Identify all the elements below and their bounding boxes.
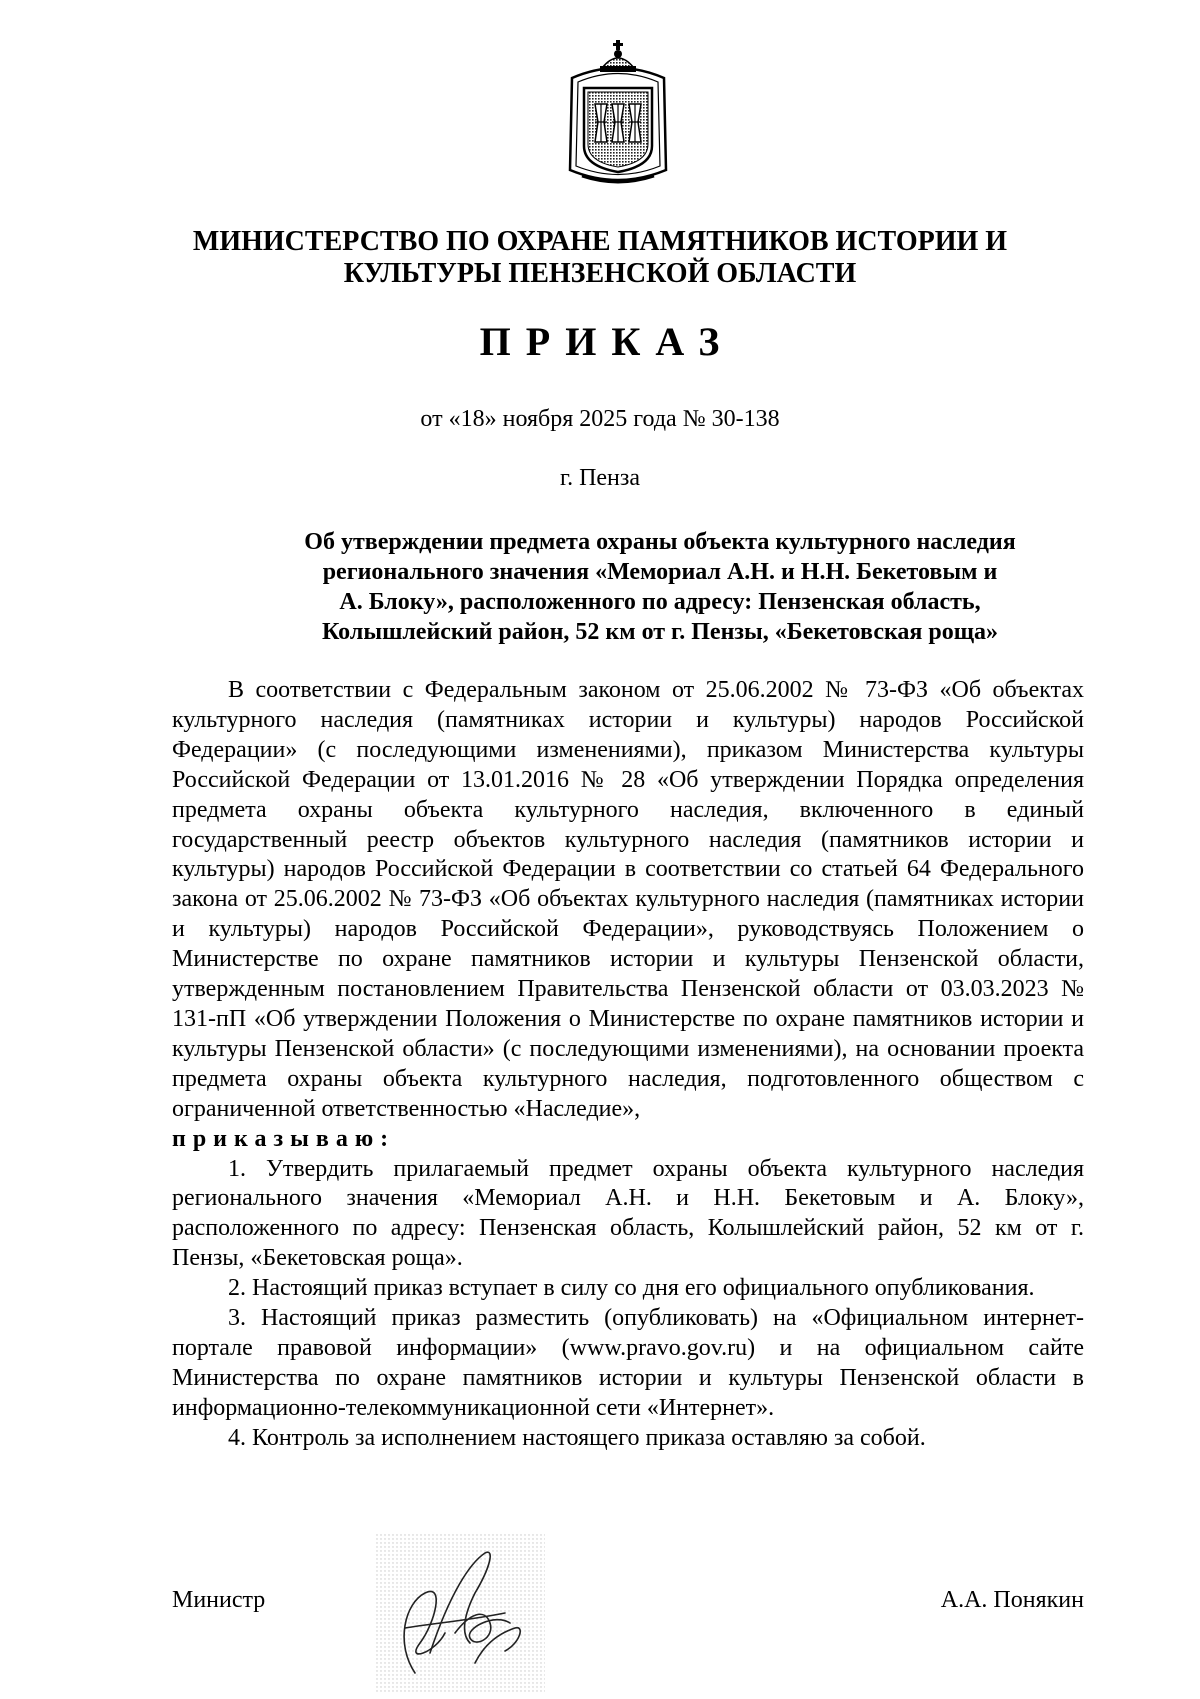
document-type-title: ПРИКАЗ — [479, 319, 735, 364]
order-subject — [245, 527, 1075, 647]
order-subject-line2: регионального значения «Мемориал А.Н. и Н.Н. Бекетовым и — [322, 559, 998, 585]
order-subject-line4: Колышлейский район, 52 км от г. Пензы, «Бекетовская роща» — [321, 619, 999, 645]
coat-of-arms-icon — [562, 38, 674, 188]
order-item-4: 4. Контроль за исполнением настоящего приказа оставляю за собой. — [228, 1424, 926, 1451]
order-word — [172, 1125, 1084, 1155]
order-city: г. Пенза — [559, 465, 641, 491]
order-item-1: 1. Утвердить прилагаемый предмет охраны объекта культурного наследия регионального значения «Мемориал А.Н. и Н.Н. Бекетовым и А. Блоку», расположенного по адресу: Пензенская область, Колышлейский район, 52 км от г. Пензы, «Бекетовская роща». — [172, 1155, 1084, 1272]
order-item-3: 3. Настоящий приказ разместить (опубликовать) на «Официальном интернет-портале правовой информации» (www.pravo.gov.ru) и на официальном сайте Министерства по охране памятников истории и культуры Пензенской области в информационно-телекоммуникационной сети «Интернет». — [172, 1305, 1084, 1421]
ministry-name-line2: КУЛЬТУРЫ ПЕНЗЕНСКОЙ ОБЛАСТИ — [343, 258, 857, 289]
order-date-number: от «18» ноября 2025 года № 30-138 — [420, 406, 780, 432]
signatory-name: А.А. Понякин — [940, 1587, 1084, 1613]
order-body — [172, 676, 1084, 1454]
ministry-name — [150, 226, 1050, 290]
signatory-position: Министр — [172, 1587, 266, 1613]
order-subject-line1: Об утверждении предмета охраны объекта культурного наследия — [304, 529, 1016, 555]
handwritten-signature-icon — [375, 1533, 545, 1693]
ministry-name-line1: МИНИСТЕРСТВО ПО ОХРАНЕ ПАМЯТНИКОВ ИСТОРИИ И — [192, 226, 1008, 257]
order-item-2: 2. Настоящий приказ вступает в силу со дня его официального опубликования. — [228, 1275, 1035, 1302]
order-word-text: приказываю: — [172, 1125, 396, 1152]
preamble-paragraph: В соответствии с Федеральным законом от 25.06.2002 № 73-ФЗ «Об объектах культурного наследия (памятниках истории и культуры) народов Российской Федерации» (с последующими изменениями), приказом Министерства культуры Российской Федерации от 13.01.2016 № 28 «Об утверждении Порядка определения предмета охраны объекта культурного наследия, включенного в единый государственный реестр объектов культурного наследия (памятников истории и культуры) народов Российской Федерации в соответствии со статьей 64 Федерального закона от 25.06.2002 № 73-ФЗ «Об объектах культурного наследия (памятниках истории и культуры) народов Российской Федерации», руководствуясь Положением о Министерстве по охране памятников истории и культуры Пензенской области, утвержденным постановлением Правительства Пензенской области от 03.03.2023 № 131-пП «Об утверждении Положения о Министерстве по охране памятников истории и культуры Пензенской области» (с последующими изменениями), на основании проекта предмета охраны объекта культурного наследия, подготовленного обществом с ограниченной ответственностью «Наследие», — [172, 677, 1084, 1122]
order-subject-line3: А. Блоку», расположенного по адресу: Пензенская область, — [339, 589, 981, 615]
